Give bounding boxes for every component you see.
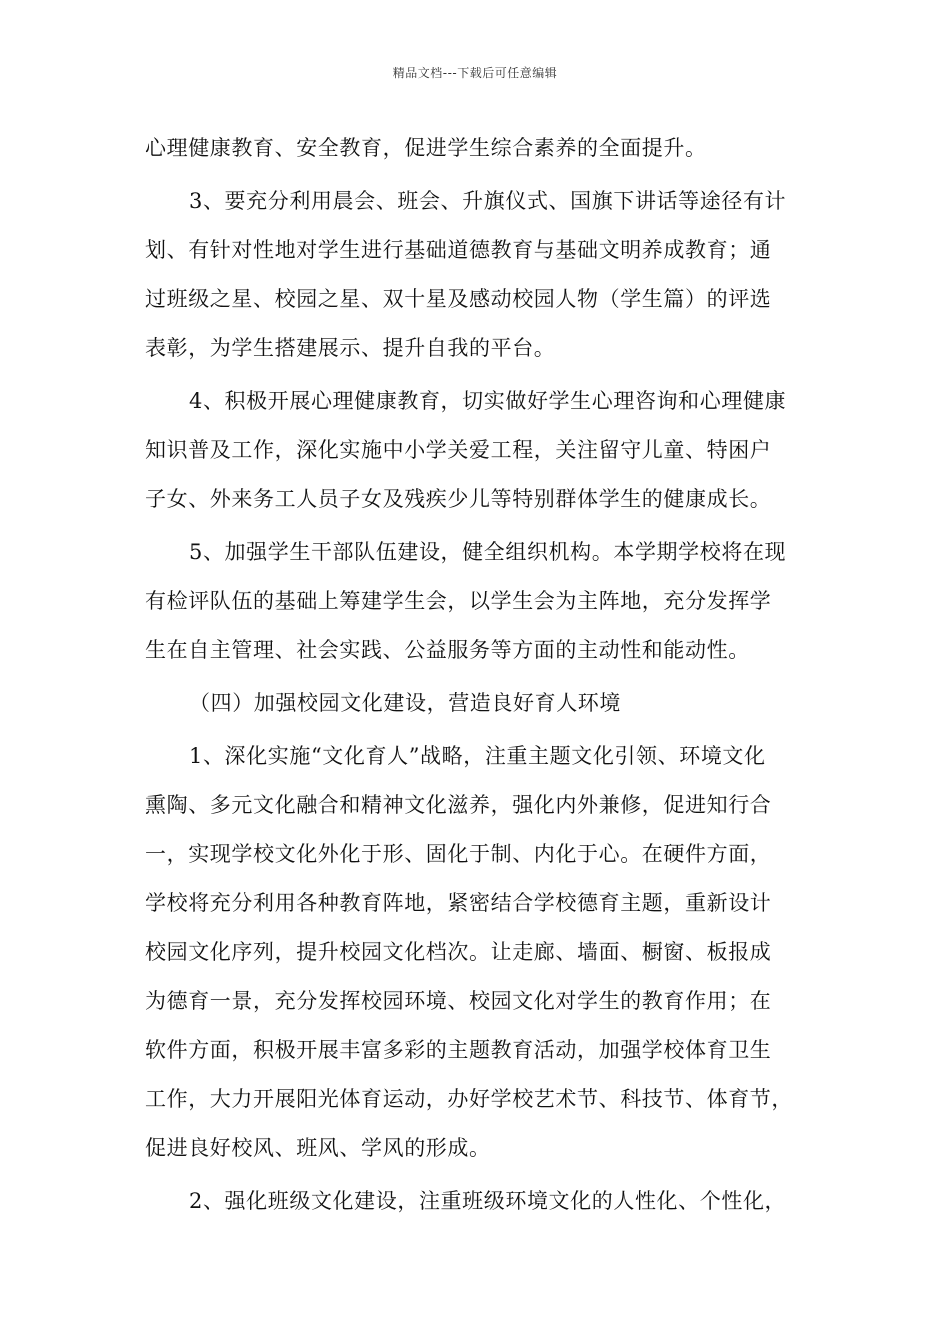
body-text [145, 124, 810, 1226]
text-line: 4、积极开展心理健康教育，切实做好学生心理咨询和心理健康 [189, 389, 787, 413]
text-line: 学校将充分利用各种教育阵地，紧密结合学校德育主题，重新设计 [145, 891, 772, 915]
text-line: 1、深化实施“文化育人”战略，注重主题文化引领、环境文化 [189, 744, 766, 768]
text-line: 为德育一景，充分发挥校园环境、校园文化对学生的教育作用；在 [145, 989, 772, 1013]
text-line: 校园文化序列，提升校园文化档次。让走廊、墙面、橱窗、板报成 [145, 940, 772, 964]
text-line: 表彰，为学生搭建展示、提升自我的平台。 [145, 336, 556, 360]
text-line: 过班级之星、校园之星、双十星及感动校园人物（学生篇）的评选 [145, 287, 772, 311]
text-line: 有检评队伍的基础上筹建学生会，以学生会为主阵地，充分发挥学 [145, 589, 772, 613]
text-line: 生在自主管理、社会实践、公益服务等方面的主动性和能动性。 [145, 638, 750, 662]
text-line: 熏陶、多元文化融合和精神文化滋养，强化内外兼修，促进知行合 [145, 793, 772, 817]
text-line: 促进良好校风、班风、学风的形成。 [145, 1136, 491, 1160]
text-line: 知识普及工作，深化实施中小学关爱工程，关注留守儿童、特困户 [145, 438, 772, 462]
text-line: 一，实现学校文化外化于形、固化于制、内化于心。在硬件方面， [145, 842, 772, 866]
text-line: 工作，大力开展阳光体育运动，办好学校艺术节、科技节、体育节， [145, 1087, 793, 1111]
text-line: 3、要充分利用晨会、班会、升旗仪式、国旗下讲话等途径有计 [189, 189, 787, 213]
text-line: 划、有针对性地对学生进行基础道德教育与基础文明养成教育；通 [145, 238, 772, 262]
text-line: 2、强化班级文化建设，注重班级环境文化的人性化、个性化， [189, 1189, 787, 1213]
text-line: 5、加强学生干部队伍建设，健全组织机构。本学期学校将在现 [189, 540, 787, 564]
text-line: 软件方面，积极开展丰富多彩的主题教育活动，加强学校体育卫生 [145, 1038, 772, 1062]
section-heading: （四）加强校园文化建设，营造良好育人环境 [189, 691, 621, 715]
text-line: 心理健康教育、安全教育，促进学生综合素养的全面提升。 [145, 136, 707, 160]
header-note: 精品文档---下载后可任意编辑 [392, 66, 558, 80]
text-line: 子女、外来务工人员子女及残疾少儿等特别群体学生的健康成长。 [145, 487, 772, 511]
